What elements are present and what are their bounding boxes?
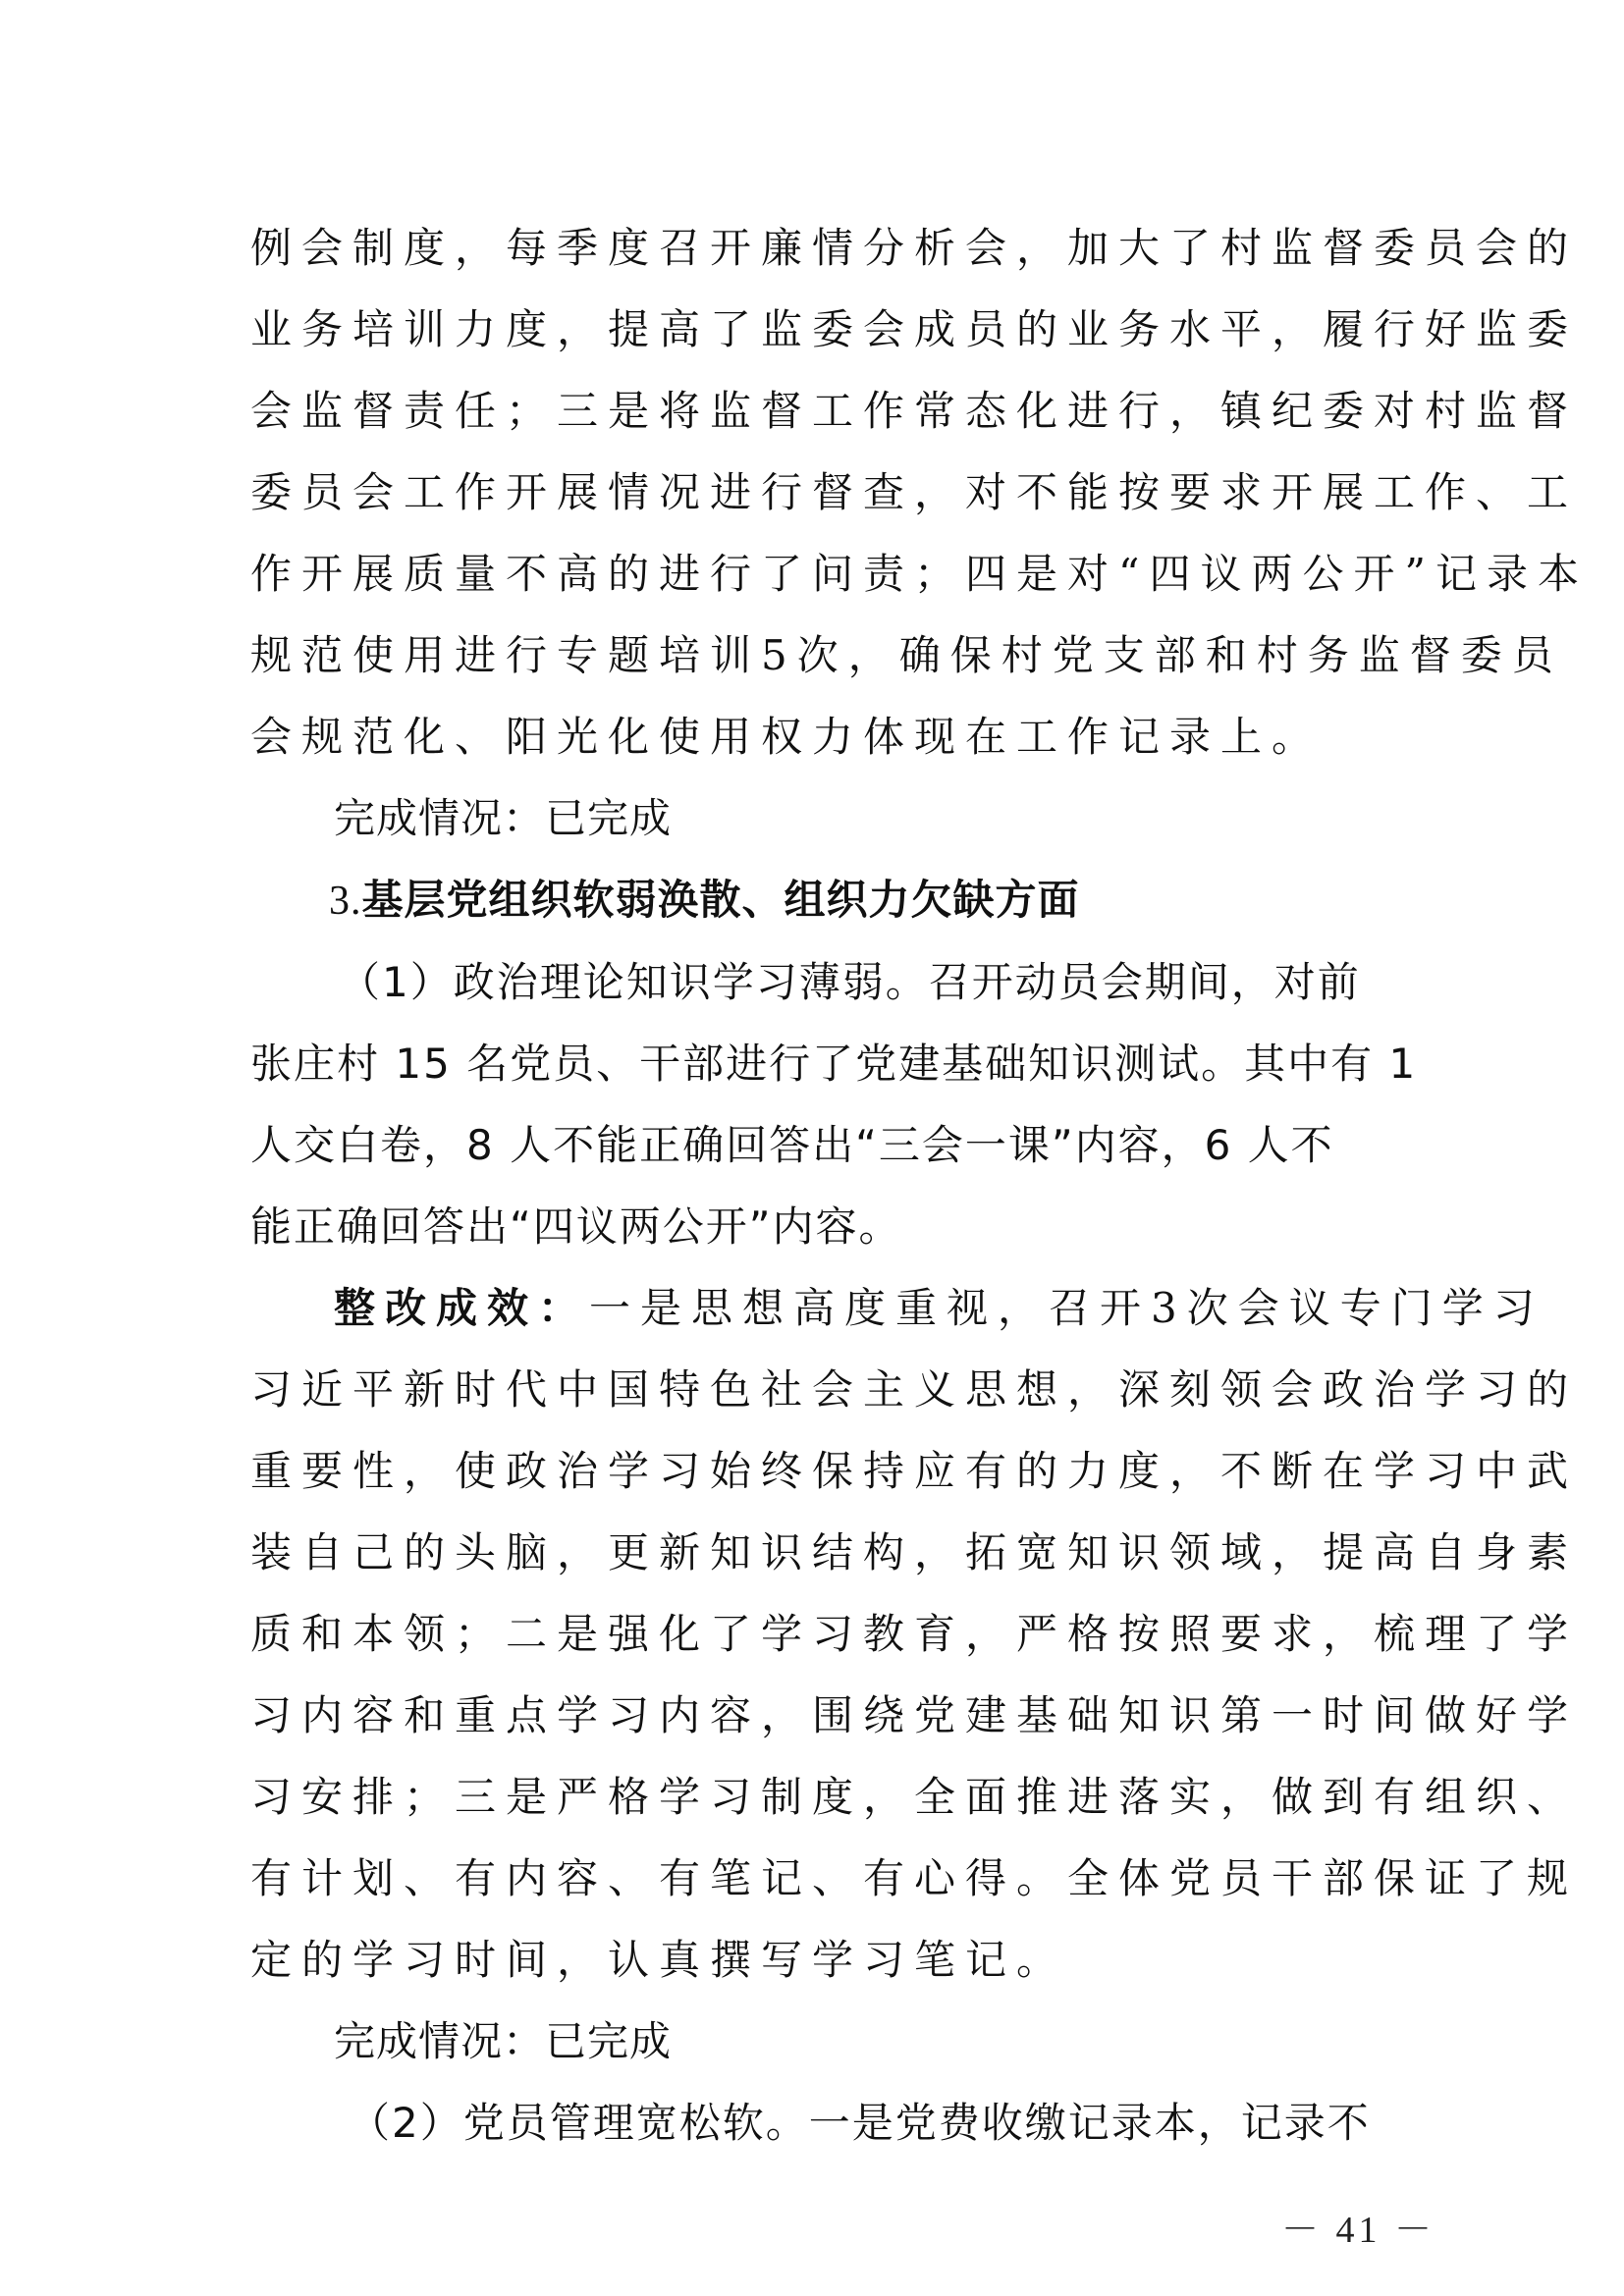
paragraph-line: 委员会工作开展情况进行督查，对不能按要求开展工作、工 bbox=[250, 468, 1579, 516]
rectification-label: 整改成效： bbox=[334, 1284, 590, 1332]
paragraph-line: 例会制度，每季度召开廉情分析会，加大了村监督委员会的 bbox=[250, 224, 1579, 272]
paragraph-line: 作开展质量不高的进行了问责；四是对“四议两公开”记录本 bbox=[250, 550, 1589, 598]
issue-line: （1）政治理论知识学习薄弱。召开动员会期间，对前 bbox=[339, 958, 1361, 1006]
rectification-text: 一是思想高度重视，召开3次会议专门学习 bbox=[589, 1284, 1544, 1332]
paragraph-line: 装自己的头脑，更新知识结构，拓宽知识领域，提高自身素 bbox=[250, 1528, 1579, 1576]
paragraph-line: 会规范化、阳光化使用权力体现在工作记录上。 bbox=[250, 713, 1324, 761]
issue-line: 张庄村 15 名党员、干部进行了党建基础知识测试。其中有 1 bbox=[250, 1040, 1418, 1088]
paragraph-line: 习安排；三是严格学习制度，全面推进落实，做到有组织、 bbox=[250, 1773, 1579, 1821]
completion-status: 完成情况：已完成 bbox=[334, 794, 673, 842]
paragraph-line: 有计划、有内容、有笔记、有心得。全体党员干部保证了规 bbox=[250, 1854, 1579, 1902]
section-heading-text: 基层党组织软弱涣散、组织力欠缺方面 bbox=[361, 876, 1080, 924]
paragraph-line: 规范使用进行专题培训5次，确保村党支部和村务监督委员 bbox=[250, 631, 1563, 679]
paragraph-line: 习内容和重点学习内容，围绕党建基础知识第一时间做好学 bbox=[250, 1691, 1579, 1739]
section-heading-number: 3. bbox=[329, 879, 362, 924]
page-number: － 41 － bbox=[1281, 2210, 1436, 2251]
completion-status: 完成情况：已完成 bbox=[334, 2017, 673, 2065]
paragraph-line: 重要性，使政治学习始终保持应有的力度，不断在学习中武 bbox=[250, 1447, 1579, 1495]
issue-line: （2）党员管理宽松软。一是党费收缴记录本，记录不 bbox=[349, 2099, 1371, 2147]
paragraph-line: 习近平新时代中国特色社会主义思想，深刻领会政治学习的 bbox=[250, 1365, 1579, 1414]
paragraph-line: 会监督责任；三是将监督工作常态化进行，镇纪委对村监督 bbox=[250, 387, 1579, 435]
rectification-first-line bbox=[334, 1284, 1544, 1332]
section-heading bbox=[329, 876, 1080, 924]
paragraph-line: 定的学习时间，认真撰写学习笔记。 bbox=[250, 1936, 1068, 1984]
issue-line: 能正确回答出“四议两公开”内容。 bbox=[250, 1202, 902, 1251]
paragraph-line: 质和本领；二是强化了学习教育，严格按照要求，梳理了学 bbox=[250, 1610, 1579, 1658]
paragraph-line: 业务培训力度，提高了监委会成员的业务水平，履行好监委 bbox=[250, 305, 1579, 353]
issue-line: 人交白卷，8 人不能正确回答出“三会一课”内容，6 人不 bbox=[250, 1121, 1334, 1169]
